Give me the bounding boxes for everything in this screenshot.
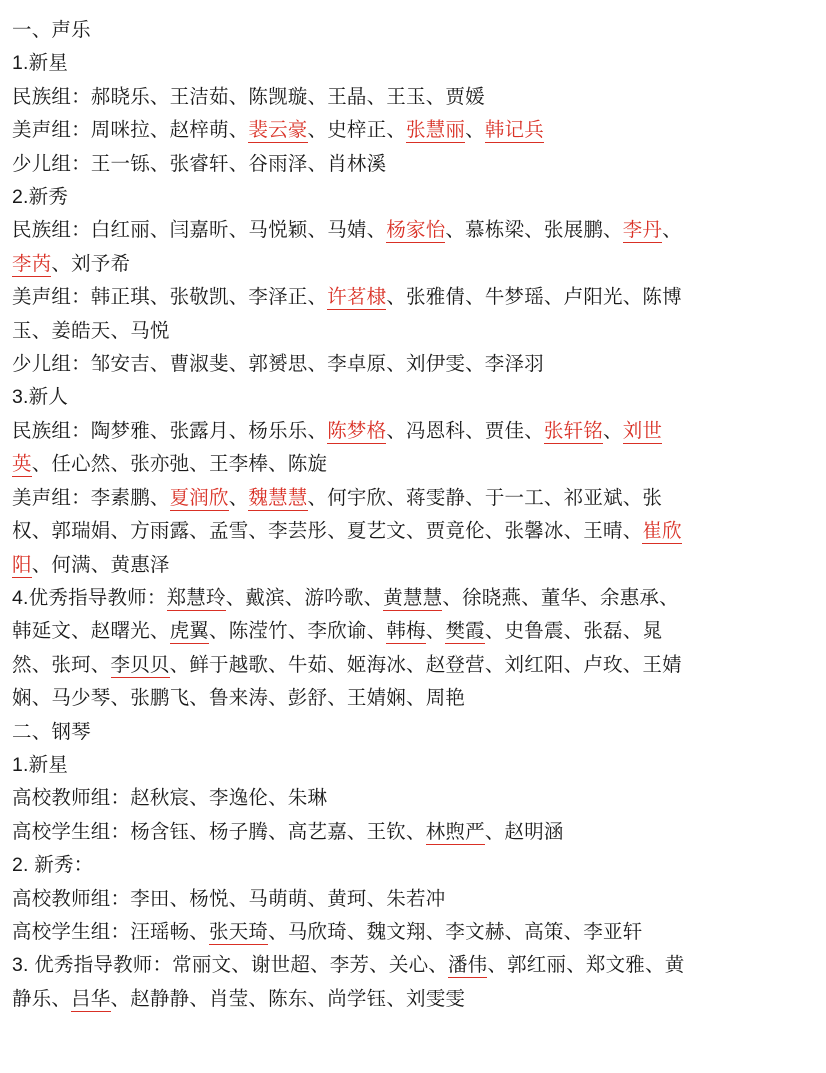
highlighted-name: 韩记兵 [484,119,544,142]
text-segment: 、张雅倩、牛梦瑶、卢阳光、陈博 [386,286,682,309]
text-segment: 、何宇欣、蒋雯静、于一工、祁亚斌、张 [307,486,663,509]
text-segment: 静乐、 [12,987,72,1010]
highlighted-name: 裴云豪 [248,119,308,142]
document-line [12,281,814,314]
document-line [12,148,814,181]
document-line [12,14,814,47]
text-segment: 、 [465,119,485,142]
text-segment: 、 [228,486,249,509]
text-segment: 民族组：郝晓乐、王洁茹、陈觊璇、王晶、王玉、贾媛 [12,85,485,108]
text-segment: 高校学生组：杨含钰、杨子腾、高艺嘉、王钦、 [12,820,426,843]
document-body [12,14,814,1016]
text-segment: 美声组：韩正琪、张敬凯、李泽正、 [12,286,328,309]
highlighted-name: 崔欣 [642,520,682,543]
text-segment: 玉、姜皓天、马悦 [12,319,170,342]
text-segment: 美声组：周咪拉、赵梓萌、 [12,119,249,142]
text-segment: 、何满、黄惠泽 [31,553,170,576]
document-line [12,348,814,381]
underlined-name: 潘伟 [447,954,488,977]
underlined-name: 樊霞 [445,620,485,643]
underlined-name: 林煦严 [425,820,485,843]
text-segment: 娴、马少琴、张鹏飞、鲁来涛、彭舒、王婧娴、周艳 [12,687,466,710]
text-segment: 然、张珂、 [12,653,111,676]
document-line [12,816,814,849]
text-segment: 少儿组：邹安吉、曹淑斐、郭赟思、李卓原、刘伊雯、李泽羽 [12,353,544,376]
text-segment: 二、钢琴 [12,720,91,743]
highlighted-name: 李芮 [12,252,52,275]
highlighted-name: 夏润欣 [169,486,229,509]
highlighted-name: 杨家怡 [386,219,446,242]
text-segment: 、慕栋梁、张展鹏、 [445,219,623,242]
underlined-name: 张天琦 [209,920,269,943]
highlighted-name: 阳 [12,553,32,576]
document-line [12,749,814,782]
text-segment: 、郭红丽、郑文雅、黄 [487,954,685,977]
underlined-name: 韩梅 [386,620,426,643]
text-segment: 、 [603,419,623,442]
text-segment: 、鲜于越歌、牛茹、姬海冰、赵登营、刘红阳、卢玫、王婧 [169,653,682,676]
text-segment: 民族组：白红丽、闫嘉昕、马悦颖、马婧、 [12,219,387,242]
document-line [12,916,814,949]
highlighted-name: 许茗棣 [327,286,387,309]
text-segment: 、史梓正、 [307,119,407,142]
text-segment: 3.新人 [12,386,69,409]
text-segment: 、赵明涵 [484,820,564,843]
text-segment: 美声组：李素鹏、 [12,486,170,509]
highlighted-name: 张慧丽 [406,119,466,142]
document-line [12,114,814,147]
text-segment: 2.新秀 [12,186,69,209]
document-line [12,515,814,548]
highlighted-name: 李丹 [622,219,663,242]
text-segment: 4.优秀指导教师： [12,586,167,609]
underlined-name: 李贝贝 [110,653,170,676]
highlighted-name: 张轩铭 [543,419,604,442]
document-line [12,682,814,715]
text-segment: 、徐晓燕、董华、余惠承、 [442,586,679,609]
document-line [12,649,814,682]
document-line [12,782,814,815]
highlighted-name: 陈梦格 [327,419,387,442]
highlighted-name: 刘世 [622,419,663,442]
text-segment: 、戴滨、游吟歌、 [225,586,384,609]
document-line [12,81,814,114]
highlighted-name: 英 [12,453,32,476]
text-segment: 高校教师组：赵秋宸、李逸伦、朱琳 [12,787,328,810]
document-line [12,214,814,247]
underlined-name: 吕华 [71,987,111,1010]
text-segment: 3. 优秀指导教师：常丽文、谢世超、李芳、关心、 [12,954,448,977]
text-segment: 少儿组：王一铄、张睿轩、谷雨泽、肖林溪 [12,152,387,175]
text-segment: 、任心然、张亦弛、王李棒、陈旋 [31,453,328,476]
document-line [12,615,814,648]
text-segment: 韩延文、赵曙光、 [12,620,170,643]
text-segment: 权、郭瑞娟、方雨露、孟雪、李芸彤、夏艺文、贾竟伦、张馨冰、王晴、 [12,520,643,543]
text-segment: 、 [425,620,446,643]
underlined-name: 郑慧玲 [166,586,226,609]
document-line [12,482,814,515]
text-segment: 、马欣琦、魏文翔、李文赫、高策、李亚轩 [268,920,643,943]
document-line [12,248,814,281]
document-line [12,883,814,916]
text-segment: 一、声乐 [12,19,91,41]
text-segment: 、赵静静、肖莹、陈东、尚学钰、刘雯雯 [110,987,466,1010]
document-line [12,47,814,80]
text-segment: 、史鲁震、张磊、晁 [484,620,663,643]
text-segment: 高校教师组：李田、杨悦、马萌萌、黄珂、朱若冲 [12,887,446,910]
document-line [12,381,814,414]
text-segment: 民族组：陶梦雅、张露月、杨乐乐、 [12,419,328,442]
text-segment: 、刘予希 [51,252,131,275]
underlined-name: 虎翼 [169,620,210,643]
highlighted-name: 魏慧慧 [248,486,308,509]
document-line [12,849,814,882]
text-segment: 1.新星 [12,52,69,75]
document-line [12,415,814,448]
document-line [12,549,814,582]
document-line [12,448,814,481]
text-segment: 1.新星 [12,753,69,776]
document-line [12,949,814,982]
document-line [12,983,814,1016]
text-segment: 、冯恩科、贾佳、 [386,419,544,442]
document-line [12,582,814,615]
document-line [12,315,814,348]
underlined-name: 黄慧慧 [383,586,443,609]
document-line [12,181,814,214]
text-segment: 2. 新秀： [12,854,94,877]
text-segment: 高校学生组：汪瑶畅、 [12,920,210,943]
text-segment: 、陈滢竹、李欣谕、 [209,620,387,643]
text-segment: 、 [662,219,682,242]
document-line [12,716,814,749]
